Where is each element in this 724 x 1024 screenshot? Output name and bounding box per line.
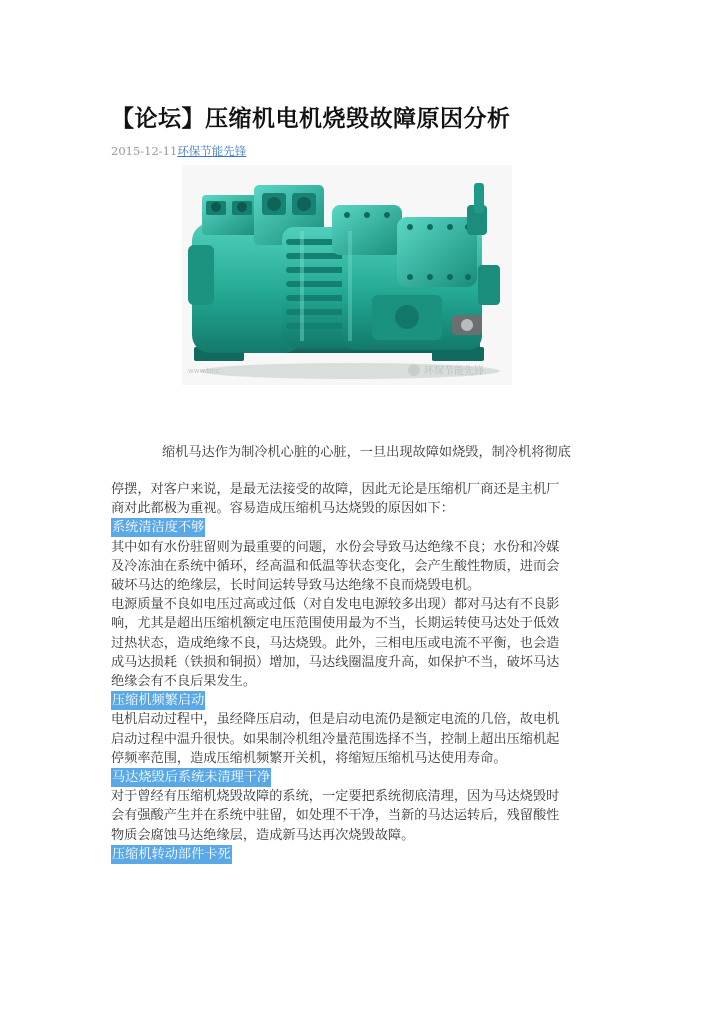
section-heading-row [111,845,611,864]
section-line: 响，尤其是超出压缩机额定电压范围使用最为不当，长期运转使马达处于低效 [111,616,560,632]
section-line: 电机启动过程中，虽经降压启动，但是启动电流仍是额定电流的几倍，故电机 [111,712,560,728]
intro-line: 停摆，对客户来说，是最无法接受的故障，因此无论是压缩机厂商还是主机厂 [111,482,560,497]
section-line: 停频率范围，造成压缩机频繁开关机，将缩短压缩机马达使用寿命。 [111,750,507,766]
image-watermark: 环保节能先锋 [424,366,484,377]
section-line: 过热状态，造成绝缘不良，马达烧毁。此外，三相电压或电流不平衡，也会造 [111,635,560,651]
section-heading: 马达烧毁后系统未清理干净 [112,770,271,786]
section-line: 启动过程中温升很快。如果制冷机组冷量范围选择不当，控制上超出压缩机起 [111,731,560,747]
article-body [111,480,611,864]
section-heading: 系统清洁度不够 [112,520,205,536]
section-heading-row [111,691,611,710]
section-line: 会有强酸产生并在系统中驻留，如处理不干净，当新的马达运转后，残留酸性 [111,808,560,824]
article-date: 2015-12-11 [111,144,178,158]
section-line: 绝缘会有不良后果发生。 [111,674,257,690]
section-line: 电源质量不良如电压过高或过低（对自发电电源较多出现）都对马达有不良影 [111,597,560,613]
intro-first-line: 缩机马达作为制冷机心脏的心脏，一旦出现故障如烧毁，制冷机将彻底 [162,445,571,460]
image-corner-text: www.bnc [188,367,220,375]
compressor-illustration [182,165,512,385]
section-heading: 压缩机频繁启动 [112,693,205,709]
section-line: 对于曾经有压缩机烧毁故障的系统，一定要把系统彻底清理，因为马达烧毁时 [111,789,560,805]
wechat-icon [408,364,420,376]
section-line: 破坏马达的绝缘层，长时间运转导致马达绝缘不良而烧毁电机。 [111,578,481,594]
compressor-photo [182,165,512,385]
intro-line: 商对此都极为重视。容易造成压缩机马达烧毁的原因如下： [111,501,454,517]
section-line: 成马达损耗（铁损和铜损）增加，马达线圈温度升高，如保护不当，破坏马达 [111,654,560,670]
article-title: 【论坛】压缩机电机烧毁故障原因分析 [111,106,511,132]
author-link[interactable]: 环保节能先锋 [177,144,247,158]
section-line: 物质会腐蚀马达绝缘层，造成新马达再次烧毁故障。 [111,827,415,843]
section-heading: 压缩机转动部件卡死 [112,846,231,862]
section-heading-row [111,768,611,787]
section-line: 及冷冻油在系统中循环，经高温和低温等状态变化，会产生酸性物质，进而会 [111,558,560,574]
section-line: 其中如有水份驻留则为最重要的问题，水份会导致马达绝缘不良；水份和冷媒 [111,539,560,555]
section-heading-row [111,518,611,537]
article-meta [111,143,246,159]
